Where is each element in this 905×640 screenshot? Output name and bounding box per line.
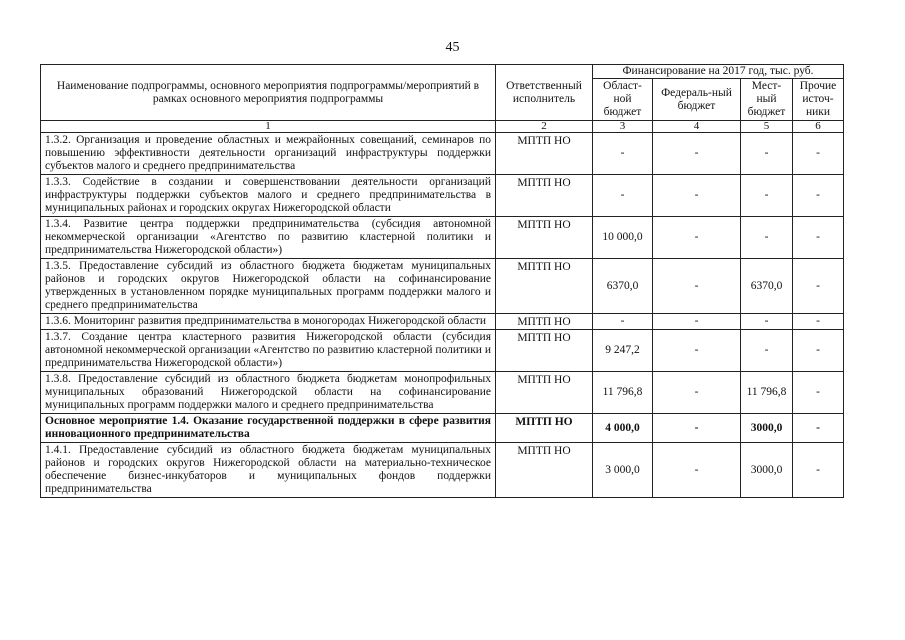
header-executor: Ответственный исполнитель bbox=[496, 65, 593, 121]
row-regional: 6370,0 bbox=[593, 259, 653, 314]
table-row bbox=[41, 330, 844, 372]
table-row bbox=[41, 133, 844, 175]
row-name: 1.3.3. Содействие в создании и совершенствовании деятельности организаций инфраструктуры поддержки субъектов малого и среднего предпринимательства в муниципальных районах и городских округах Нижегородской области bbox=[41, 175, 496, 217]
row-regional: 10 000,0 bbox=[593, 217, 653, 259]
row-name: 1.3.2. Организация и проведение областных и межрайонных совещаний, семинаров по повышению эффективности деятельности организаций инфраструктуры поддержки субъектов малого и среднего предпринимательства bbox=[41, 133, 496, 175]
header-regional: Област-ной бюджет bbox=[593, 79, 653, 121]
header-financing: Финансирование на 2017 год, тыс. руб. bbox=[593, 65, 844, 79]
row-executor: МПТП НО bbox=[496, 372, 593, 414]
row-name: 1.3.4. Развитие центра поддержки предпринимательства (субсидия автономной некоммерческой организации «Агентство по развитию кластерной политики и предпринимательства Нижегородской области») bbox=[41, 217, 496, 259]
table-row bbox=[41, 217, 844, 259]
row-local: - bbox=[741, 314, 793, 330]
row-name: 1.3.5. Предоставление субсидий из областного бюджета бюджетам муниципальных районов и городских округов Нижегородской области на софинансирование утвержденных в установленном порядке муниципальных программ поддержки малого и среднего предпринимательства bbox=[41, 259, 496, 314]
row-regional: 3 000,0 bbox=[593, 443, 653, 498]
row-other: - bbox=[793, 443, 844, 498]
row-other: - bbox=[793, 133, 844, 175]
table-row bbox=[41, 372, 844, 414]
row-federal: - bbox=[653, 217, 741, 259]
row-executor: МПТП НО bbox=[496, 314, 593, 330]
row-executor: МПТП НО bbox=[496, 414, 593, 443]
row-other: - bbox=[793, 314, 844, 330]
page-number: 45 bbox=[445, 40, 460, 55]
row-name: Основное мероприятие 1.4. Оказание государственной поддержки в сфере развития инновационного предпринимательства bbox=[41, 414, 496, 443]
col-index: 1 bbox=[41, 121, 496, 133]
table-row bbox=[41, 414, 844, 443]
col-index: 6 bbox=[793, 121, 844, 133]
row-executor: МПТП НО bbox=[496, 133, 593, 175]
row-federal: - bbox=[653, 414, 741, 443]
row-other: - bbox=[793, 330, 844, 372]
row-other: - bbox=[793, 259, 844, 314]
row-name: 1.3.8. Предоставление субсидий из областного бюджета бюджетам монопрофильных муниципальных образований Нижегородской области на софинансирование муниципальных программ поддержки малого и среднего предпринимательства bbox=[41, 372, 496, 414]
col-index: 5 bbox=[741, 121, 793, 133]
row-local: 6370,0 bbox=[741, 259, 793, 314]
row-federal: - bbox=[653, 175, 741, 217]
row-other: - bbox=[793, 414, 844, 443]
financing-table bbox=[40, 64, 844, 498]
row-executor: МПТП НО bbox=[496, 217, 593, 259]
col-index: 4 bbox=[653, 121, 741, 133]
header-other: Прочие источ-ники bbox=[793, 79, 844, 121]
row-federal: - bbox=[653, 259, 741, 314]
table-row bbox=[41, 175, 844, 217]
row-regional: - bbox=[593, 314, 653, 330]
row-local: 3000,0 bbox=[741, 443, 793, 498]
row-federal: - bbox=[653, 330, 741, 372]
row-name: 1.4.1. Предоставление субсидий из областного бюджета бюджетам муниципальных районов и городских округов Нижегородской области на материально-техническое обеспечение бизнес-инкубаторов и муниципальных фондов поддержки предпринимательства bbox=[41, 443, 496, 498]
row-executor: МПТП НО bbox=[496, 443, 593, 498]
row-local: - bbox=[741, 330, 793, 372]
row-other: - bbox=[793, 372, 844, 414]
header-name: Наименование подпрограммы, основного мероприятия подпрограммы/мероприятий в рамках основного мероприятия подпрограммы bbox=[41, 65, 496, 121]
row-regional: - bbox=[593, 175, 653, 217]
row-local: 3000,0 bbox=[741, 414, 793, 443]
row-federal: - bbox=[653, 443, 741, 498]
row-local: 11 796,8 bbox=[741, 372, 793, 414]
row-regional: - bbox=[593, 133, 653, 175]
row-federal: - bbox=[653, 314, 741, 330]
row-local: - bbox=[741, 217, 793, 259]
header-local: Мест-ный бюджет bbox=[741, 79, 793, 121]
row-executor: МПТП НО bbox=[496, 259, 593, 314]
row-other: - bbox=[793, 217, 844, 259]
row-executor: МПТП НО bbox=[496, 330, 593, 372]
table-row bbox=[41, 259, 844, 314]
row-federal: - bbox=[653, 133, 741, 175]
row-name: 1.3.7. Создание центра кластерного развития Нижегородской области (субсидия автономной некоммерческой организации «Агентство по развитию кластерной политики и предпринимательства Нижегородской области») bbox=[41, 330, 496, 372]
row-regional: 4 000,0 bbox=[593, 414, 653, 443]
row-federal: - bbox=[653, 372, 741, 414]
row-name: 1.3.6. Мониторинг развития предпринимательства в моногородах Нижегородской области bbox=[41, 314, 496, 330]
row-regional: 9 247,2 bbox=[593, 330, 653, 372]
col-index: 2 bbox=[496, 121, 593, 133]
col-index: 3 bbox=[593, 121, 653, 133]
row-local: - bbox=[741, 133, 793, 175]
row-other: - bbox=[793, 175, 844, 217]
row-local: - bbox=[741, 175, 793, 217]
row-executor: МПТП НО bbox=[496, 175, 593, 217]
table-row bbox=[41, 314, 844, 330]
header-federal: Федераль-ный бюджет bbox=[653, 79, 741, 121]
row-regional: 11 796,8 bbox=[593, 372, 653, 414]
table-row bbox=[41, 443, 844, 498]
